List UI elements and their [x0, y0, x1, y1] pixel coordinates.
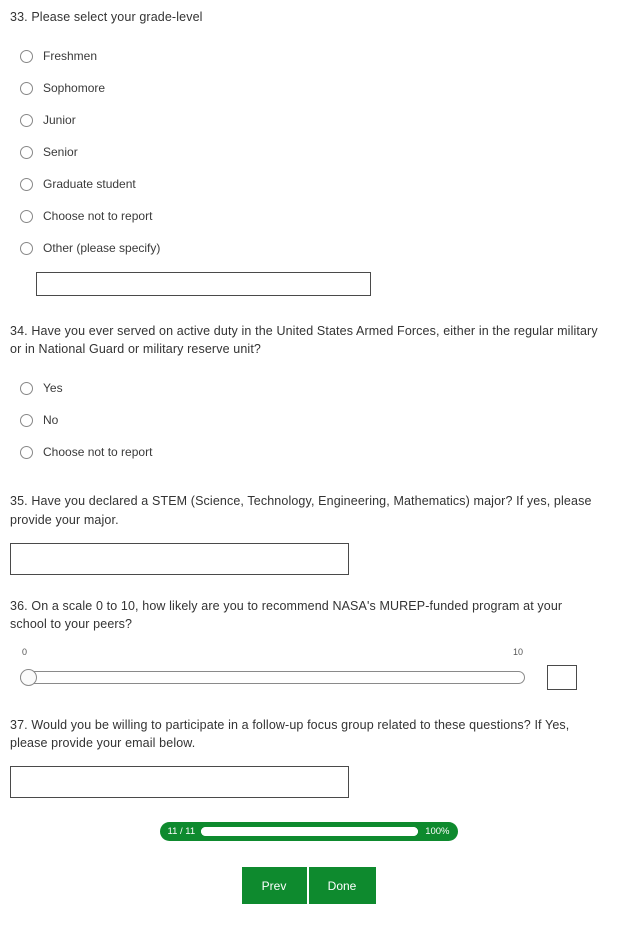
radio-option-label: Yes: [43, 381, 63, 396]
question-34: [10, 322, 607, 468]
radio-option-label: Choose not to report: [43, 445, 153, 460]
radio-icon[interactable]: [20, 210, 33, 223]
progress-section: [10, 822, 607, 841]
slider-scale-labels: [20, 647, 525, 663]
question-33: [10, 8, 607, 296]
progress-track: [201, 827, 418, 836]
progress-count-label: 11 / 11: [167, 826, 196, 838]
progress-fill: [201, 827, 418, 836]
radio-option-label: Choose not to report: [43, 209, 153, 224]
slider-min-label: 0: [22, 646, 28, 657]
done-button[interactable]: Done: [309, 867, 376, 904]
radio-icon[interactable]: [20, 178, 33, 191]
radio-option-senior[interactable]: [20, 136, 607, 168]
question-35: [10, 492, 607, 574]
radio-icon[interactable]: [20, 382, 33, 395]
question-34-options: [10, 372, 607, 468]
radio-option-label: Other (please specify): [43, 241, 161, 256]
question-37-text: 37. Would you be willing to participate in a follow-up focus group related to these questions? If Yes, please provide your email below.: [10, 717, 570, 750]
slider-track[interactable]: [20, 671, 525, 684]
radio-option-choose-not-to-report[interactable]: [20, 200, 607, 232]
recommend-slider-block: [10, 647, 607, 690]
progress-percent-label: 100%: [425, 826, 450, 838]
question-33-options: [10, 40, 607, 296]
stem-major-input[interactable]: [10, 543, 349, 575]
radio-option-label: No: [43, 413, 59, 428]
radio-icon[interactable]: [20, 50, 33, 63]
radio-icon[interactable]: [20, 446, 33, 459]
radio-option-no[interactable]: [20, 404, 607, 436]
radio-option-label: Graduate student: [43, 177, 136, 192]
radio-option-yes[interactable]: [20, 372, 607, 404]
radio-icon[interactable]: [20, 114, 33, 127]
prev-button[interactable]: Prev: [242, 867, 307, 904]
focus-group-email-input[interactable]: [10, 766, 349, 798]
question-36: [10, 597, 607, 690]
radio-option-choose-not-to-report[interactable]: [20, 436, 607, 468]
radio-option-label: Senior: [43, 145, 78, 160]
slider-row: [10, 665, 607, 690]
radio-option-label: Freshmen: [43, 49, 98, 64]
radio-option-other[interactable]: [20, 232, 607, 264]
question-36-text: 36. On a scale 0 to 10, how likely are you to recommend NASA's MUREP-funded program at your school to your peers?: [10, 598, 563, 631]
radio-option-label: Junior: [43, 113, 76, 128]
radio-option-sophomore[interactable]: [20, 72, 607, 104]
question-34-text: 34. Have you ever served on active duty in the United States Armed Forces, either in the regular military or in National Guard or military reserve unit?: [10, 324, 598, 357]
question-35-text: 35. Have you declared a STEM (Science, Technology, Engineering, Mathematics) major? If yes, please provide your major.: [10, 494, 592, 527]
radio-option-freshmen[interactable]: [20, 40, 607, 72]
question-33-text: 33. Please select your grade-level: [10, 10, 203, 24]
form-navigation: [10, 867, 607, 904]
radio-option-junior[interactable]: [20, 104, 607, 136]
slider-value-input[interactable]: [547, 665, 577, 690]
other-specify-input[interactable]: [36, 272, 371, 296]
radio-icon[interactable]: [20, 146, 33, 159]
radio-icon[interactable]: [20, 242, 33, 255]
radio-option-graduate-student[interactable]: [20, 168, 607, 200]
slider-max-label: 10: [512, 646, 523, 657]
radio-option-label: Sophomore: [43, 81, 106, 96]
recommend-slider[interactable]: [20, 667, 525, 687]
radio-icon[interactable]: [20, 414, 33, 427]
question-37: [10, 716, 607, 798]
progress-bar: [160, 822, 458, 841]
radio-icon[interactable]: [20, 82, 33, 95]
